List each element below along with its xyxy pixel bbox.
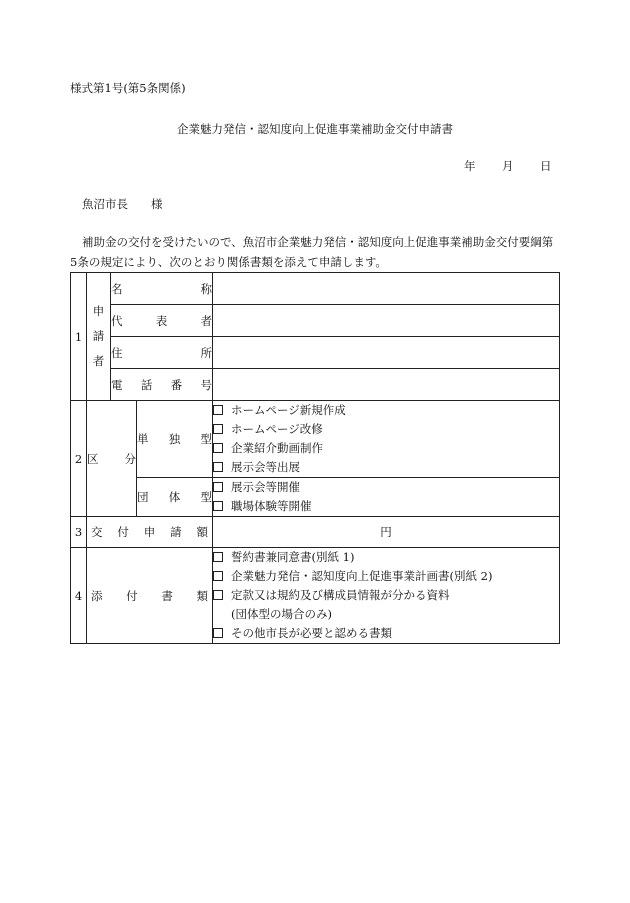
row-number-1: 1 (71, 273, 87, 401)
attachments-label (87, 548, 213, 644)
label-char: 付 (117, 525, 129, 539)
field-label-phone (111, 369, 213, 401)
attachments-row (71, 548, 560, 644)
checkbox-icon[interactable] (213, 571, 223, 581)
category-row-group (71, 478, 560, 517)
option-exhibition-participation[interactable] (213, 458, 559, 477)
checkbox-icon[interactable] (213, 443, 223, 453)
label-char: 区 (87, 451, 99, 466)
applicant-label-char: 請 (92, 329, 105, 343)
option-homepage-renovation[interactable] (213, 420, 559, 439)
form-number: 様式第1号(第5条関係) (70, 81, 186, 95)
group-type-options (213, 478, 560, 517)
label-char: 類 (196, 588, 208, 603)
option-label: ホームページ改修 (231, 422, 323, 436)
label-char: 独 (168, 432, 181, 446)
field-value-representative[interactable] (213, 305, 560, 337)
checkbox-icon[interactable] (213, 501, 223, 511)
single-type-options (213, 401, 560, 478)
option-label: 企業紹介動画制作 (231, 441, 323, 455)
option-label: 職場体験等開催 (231, 499, 312, 513)
option-label: 展示会等開催 (231, 480, 300, 494)
date-day: 日 (540, 159, 552, 173)
option-label: 展示会等出展 (231, 460, 300, 474)
doc-label: 定款又は規約及び構成員情報が分かる資料 (231, 588, 450, 602)
checkbox-icon[interactable] (213, 590, 223, 600)
label-char: 分 (124, 451, 136, 466)
label-char: 表 (155, 313, 168, 328)
single-type-label (137, 401, 213, 478)
checkbox-icon[interactable] (213, 405, 223, 415)
label-char: 話 (140, 377, 153, 392)
label-char: 付 (126, 588, 138, 603)
option-workplace-experience[interactable] (213, 497, 559, 516)
label-char: 単 (137, 432, 149, 446)
applicant-label-char: 者 (92, 354, 105, 368)
field-value-address[interactable] (213, 337, 560, 369)
doc-label: 企業魅力発信・認知度向上促進事業計画書(別紙 2) (231, 569, 493, 583)
field-value-phone[interactable] (213, 369, 560, 401)
checkbox-icon[interactable] (213, 552, 223, 562)
checkbox-icon[interactable] (213, 628, 223, 638)
label-char: 型 (200, 490, 212, 504)
doc-articles-members[interactable] (213, 586, 559, 605)
checkbox-icon[interactable] (213, 462, 223, 472)
label-char: 団 (137, 490, 149, 504)
doc-business-plan[interactable] (213, 567, 559, 586)
label-char: 名 (111, 281, 123, 296)
label-char: 番 (170, 377, 183, 392)
applicant-label-char: 申 (92, 304, 105, 318)
addressee: 魚沼市長 様 (82, 197, 163, 211)
application-table (70, 272, 560, 644)
applicant-label (87, 273, 111, 401)
checkbox-icon[interactable] (213, 482, 223, 492)
label-char: 号 (200, 377, 212, 392)
yen-unit: 円 (380, 525, 392, 539)
field-label-address (111, 337, 213, 369)
option-company-video[interactable] (213, 439, 559, 458)
amount-row (71, 517, 560, 548)
field-label-name (111, 273, 213, 305)
doc-label: 誓約書兼同意書(別紙 1) (231, 550, 355, 564)
label-char: 添 (91, 588, 103, 603)
label-char: 住 (111, 345, 123, 360)
document-title: 企業魅力発信・認知度向上促進事業補助金交付申請書 (177, 122, 453, 136)
amount-label (87, 517, 213, 548)
category-row-single (71, 401, 560, 478)
row-number-2: 2 (71, 401, 87, 517)
row-number-3: 3 (71, 517, 87, 548)
label-char: 額 (196, 525, 208, 539)
doc-pledge-consent[interactable] (213, 548, 559, 567)
label-char: 書 (161, 588, 173, 603)
applicant-row-name (71, 273, 560, 305)
applicant-row-representative (71, 305, 560, 337)
applicant-row-address (71, 337, 560, 369)
doc-label: その他市長が必要と認める書類 (231, 626, 392, 640)
date-line (464, 158, 552, 174)
intro-paragraph: 補助金の交付を受けたいので、魚沼市企業魅力発信・認知度向上促進事業補助金交付要綱第5条の規定により、次のとおり関係書類を添えて申請します。 (70, 235, 554, 269)
label-char: 称 (200, 281, 212, 296)
label-char: 代 (111, 313, 123, 328)
group-type-label (137, 478, 213, 517)
label-char: 請 (170, 525, 182, 539)
date-year: 年 (464, 159, 476, 173)
label-char: 電 (111, 377, 123, 392)
row-number-4: 4 (71, 548, 87, 644)
option-homepage-new[interactable] (213, 401, 559, 420)
doc-other[interactable] (213, 624, 559, 643)
label-char: 体 (168, 490, 181, 504)
field-label-representative (111, 305, 213, 337)
amount-value[interactable] (213, 517, 560, 548)
checkbox-icon[interactable] (213, 424, 223, 434)
category-label (87, 401, 137, 517)
field-value-name[interactable] (213, 273, 560, 305)
label-char: 交 (91, 525, 103, 539)
label-char: 型 (200, 432, 212, 446)
option-label: ホームページ新規作成 (231, 403, 346, 417)
date-month: 月 (502, 159, 514, 173)
label-char: 所 (200, 345, 212, 360)
option-exhibition-hosting[interactable] (213, 478, 559, 497)
attachments-list (213, 548, 560, 644)
doc-group-note: (団体型の場合のみ) (231, 607, 332, 621)
applicant-row-phone (71, 369, 560, 401)
label-char: 申 (143, 525, 156, 539)
label-char: 者 (200, 313, 212, 328)
